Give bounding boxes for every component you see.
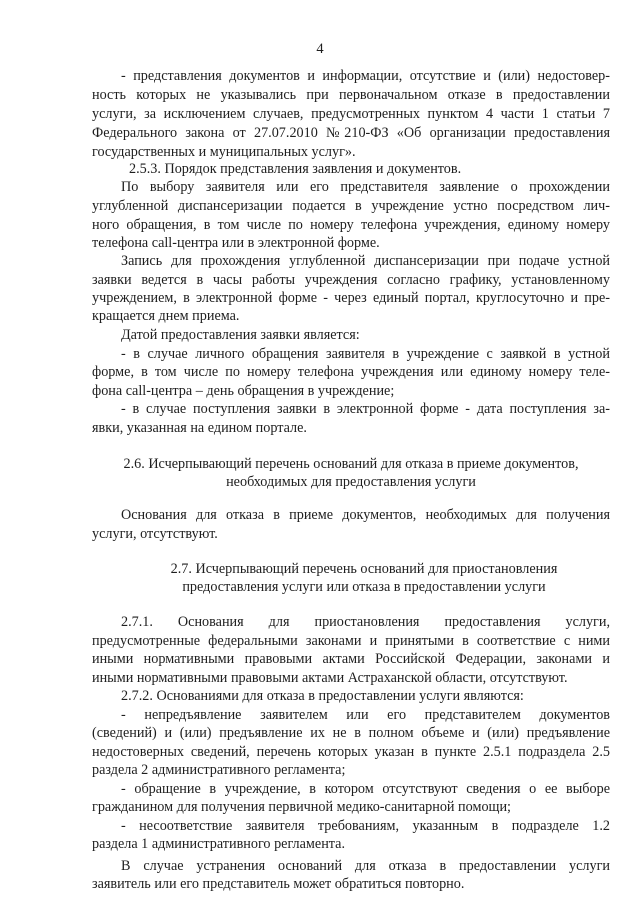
text-line: - в случае личного обращения заявителя в учреждение с заявкой в устной: [121, 346, 610, 362]
text-line: недостоверных сведений, перечень которых указан в пункте 2.5.1 подраздела 2.5: [92, 744, 610, 760]
text-line: гражданином для получения первичной медико-санитарной помощи;: [92, 799, 512, 815]
text-line: фона call-центра – день обращения в учреждение;: [92, 383, 395, 399]
text-line: ного обращения, в том числе по номеру телефона учреждения, единому номеру: [92, 217, 610, 233]
text-line: форме, в том числе по номеру телефона учреждения или единому номеру теле-: [92, 364, 610, 380]
text-line: Федерального закона от 27.07.2010 №210-ФЗ «Об организации предоставления: [92, 125, 610, 141]
text-line: 2.7.2. Основаниями для отказа в предоставлении услуги являются:: [121, 688, 524, 704]
text-line: заявитель или его представитель может обратиться повторно.: [92, 876, 465, 892]
text-line: иными нормативными правовыми актами Российской Федерации, законами и: [92, 651, 610, 667]
text-line: заявки ведется в часы работы учреждения согласно графику, установленному: [92, 272, 610, 288]
text-line: По выбору заявителя или его представителя заявление о прохождении: [121, 179, 610, 195]
text-line: - несоответствие заявителя требованиям, указанным в подразделе 1.2: [121, 818, 610, 834]
text-line: В случае устранения оснований для отказа в предоставлении услуги: [121, 858, 610, 874]
text-line: учреждением, в электронной форме - через единый портал, круглосуточно и пре-: [92, 290, 610, 306]
page-number: 4: [316, 41, 324, 57]
text-line: - обращение в учреждение, в котором отсутствуют сведения о ее выборе: [121, 781, 610, 797]
section-heading-2-7-continued: предоставления услуги или отказа в предоставлении услуги: [182, 579, 546, 595]
text-line: раздела 2 административного регламента;: [92, 762, 346, 778]
text-line: 2.7.1. Основания для приостановления предоставления услуги,: [121, 614, 610, 630]
text-line: услуги, отсутствуют.: [92, 526, 218, 542]
text-line: раздела 1 административного регламента.: [92, 836, 346, 852]
text-line: предусмотренные федеральными законами и принятыми в соответствие с ними: [92, 633, 610, 649]
text-line: услуги, за исключением случаев, предусмотренных пунктом 4 части 1 статьи 7: [92, 106, 610, 122]
section-heading-2-6: 2.6. Исчерпывающий перечень оснований для отказа в приеме документов,: [123, 456, 579, 472]
text-line: - в случае поступления заявки в электронной форме - дата поступления за-: [121, 401, 610, 417]
text-line: явки, указанная на едином портале.: [92, 420, 307, 436]
text-line: кращается днем приема.: [92, 308, 240, 324]
text-line: - представления документов и информации, отсутствие и (или) недостовер-: [121, 68, 610, 84]
text-line: ность которых не указывались при первоначальном отказе в предоставлении: [92, 87, 610, 103]
text-line: углубленной диспансеризации подается в учреждение устно посредством лич-: [92, 198, 610, 214]
section-heading-2-5-3: 2.5.3. Порядок представления заявления и документов.: [129, 161, 462, 177]
section-heading-2-6-continued: необходимых для предоставления услуги: [226, 474, 476, 490]
text-line: Запись для прохождения углубленной диспансеризации при подаче устной: [121, 253, 610, 269]
text-line: иными нормативными правовыми актами Астраханской области, отсутствуют.: [92, 670, 568, 686]
text-line: Основания для отказа в приеме документов, необходимых для получения: [121, 507, 610, 523]
text-line: Датой предоставления заявки является:: [121, 327, 360, 343]
text-line: - непредъявление заявителем или его представителем документов: [121, 707, 610, 723]
text-line: государственных и муниципальных услуг».: [92, 144, 356, 160]
text-line: (сведений) и (или) предъявление их не в полном объеме и (или) предъявление: [92, 725, 610, 741]
text-line: телефона call-центра или в электронной форме.: [92, 235, 380, 251]
section-heading-2-7: 2.7. Исчерпывающий перечень оснований для приостановления: [170, 561, 558, 577]
